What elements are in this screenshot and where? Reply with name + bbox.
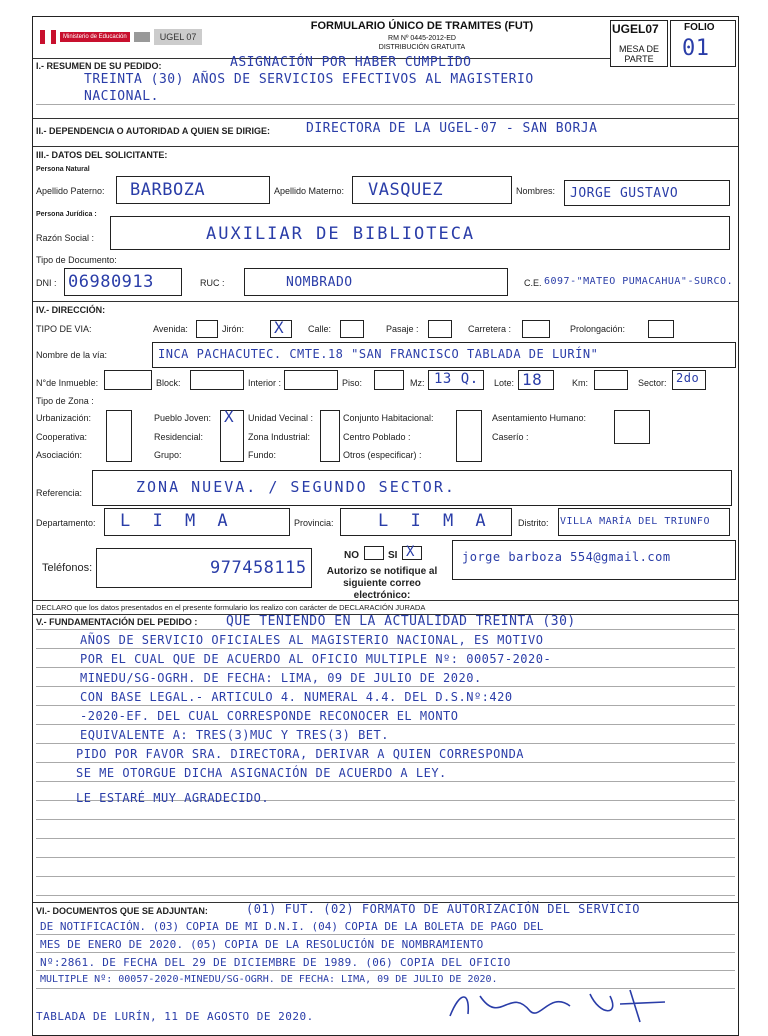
tipo-documento-label: Tipo de Documento: [36, 255, 117, 265]
fundamentacion-line-5: CON BASE LEGAL.- ARTICULO 4. NUMERAL 4.4. DEL D.S.Nº:420 [80, 690, 513, 704]
cooperativa-label: Cooperativa: [36, 432, 88, 442]
grey-logo [134, 32, 150, 42]
carretera-label: Carretera : [468, 324, 512, 334]
fundamentacion-line-2: AÑOS DE SERVICIO OFICIALES AL MAGISTERIO NACIONAL, ES MOTIVO [80, 633, 544, 647]
divider [36, 781, 735, 782]
documentos-line-5: MULTIPLE Nº: 00057-2020-MINEDU/SG-OGRH. DE FECHA: LIMA, 09 DE JULIO DE 2020. [40, 974, 498, 985]
no-label: NO [344, 550, 359, 561]
pueblo-joven-label: Pueblo Joven: [154, 413, 212, 423]
jiron-label: Jirón: [222, 324, 245, 334]
interior-field[interactable] [284, 370, 338, 390]
caserio-label: Caserío : [492, 432, 529, 442]
fundamentacion-line-4: MINEDU/SG-OGRH. DE FECHA: LIMA, 09 DE JULIO DE 2020. [80, 671, 482, 685]
rm-number: RM Nº 0445-2012-ED [388, 35, 456, 42]
nombres-label: Nombres: [516, 186, 556, 196]
razon-social-value: AUXILIAR DE BIBLIOTECA [206, 224, 476, 244]
section6-label: VI.- DOCUMENTOS QUE SE ADJUNTAN: [36, 906, 208, 916]
divider [33, 301, 738, 302]
pasaje-checkbox[interactable] [428, 320, 452, 338]
form-title: FORMULARIO ÚNICO DE TRAMITES (FUT) [310, 20, 534, 32]
documentos-line-3: MES DE ENERO DE 2020. (05) COPIA DE LA RESOLUCIÓN DE NOMBRAMIENTO [40, 938, 484, 951]
residencial-label: Residencial: [154, 432, 204, 442]
centro-poblado-label: Centro Poblado : [343, 432, 411, 442]
section2-label: II.- DEPENDENCIA O AUTORIDAD A QUIEN SE DIRIGE: [36, 126, 271, 136]
dni-label: DNI : [36, 278, 57, 288]
fundamentacion-line-3: POR EL CUAL QUE DE ACUERDO AL OFICIO MULTIPLE Nº: 00057-2020- [80, 652, 552, 666]
mz-label: Mz: [410, 378, 425, 388]
ruc-value: NOMBRADO [286, 275, 353, 290]
fundo-label: Fundo: [248, 450, 277, 460]
jiron-mark: X [274, 318, 285, 337]
si-mark: X [406, 544, 415, 560]
section4-label: IV.- DIRECCIÓN: [36, 305, 106, 315]
fundamentacion-line-8: PIDO POR FAVOR SRA. DIRECTORA, DERIVAR A QUIEN CORRESPONDA [76, 747, 525, 761]
block-label: Block: [156, 378, 181, 388]
fundamentacion-line-6: -2020-EF. DEL CUAL CORRESPONDE RECONOCER EL MONTO [80, 709, 459, 723]
nombre-via-value: INCA PACHACUTEC. CMTE.18 "SAN FRANCISCO TABLADA DE LURÍN" [158, 347, 599, 361]
fundamentacion-line-7: EQUIVALENTE A: TRES(3)MUC Y TRES(3) BET. [80, 728, 389, 742]
persona-juridica: Persona Jurídica : [36, 211, 97, 218]
ruc-field[interactable] [244, 268, 508, 296]
referencia-label: Referencia: [36, 488, 83, 498]
authority-value: DIRECTORA DE LA UGEL-07 - SAN BORJA [306, 121, 598, 136]
provincia-value: L I M A [378, 511, 492, 531]
divider [36, 629, 735, 630]
divider [36, 934, 735, 935]
departamento-label: Departamento: [36, 518, 96, 528]
conjunto-label: Conjunto Habitacional: [343, 413, 434, 423]
grupo-label: Grupo: [154, 450, 182, 460]
divider [36, 724, 735, 725]
avenida-checkbox[interactable] [196, 320, 218, 338]
otros-label: Otros (especificar) : [343, 450, 422, 460]
pasaje-label: Pasaje : [386, 324, 419, 334]
folio-value: 01 [682, 36, 710, 61]
persona-natural: Persona Natural [36, 166, 90, 173]
sector-value: 2do [676, 371, 700, 385]
pueblo-joven-mark: X [224, 407, 235, 426]
divider [36, 876, 735, 877]
zona-col5-checkboxes[interactable] [614, 410, 650, 444]
asentamiento-label: Asentamiento Humano: [492, 413, 587, 423]
zona-industrial-label: Zona Industrial: [248, 432, 311, 442]
unidad-vecinal-label: Unidad Vecinal : [248, 413, 314, 423]
sector-label: Sector: [638, 378, 667, 388]
departamento-value: L I M A [120, 511, 234, 531]
section1-label: I.- RESUMEN DE SU PEDIDO: [36, 61, 162, 71]
logo-bar [40, 26, 220, 48]
telefonos-label: Teléfonos: [42, 562, 93, 574]
avenida-label: Avenida: [153, 324, 188, 334]
calle-checkbox[interactable] [340, 320, 364, 338]
divider [33, 146, 738, 147]
zona-col1-checkboxes[interactable] [106, 410, 132, 462]
distribution-note: DISTRIBUCIÓN GRATUITA [378, 44, 466, 51]
summary-line-1: ASIGNACIÓN POR HABER CUMPLIDO [230, 55, 472, 70]
ministry-logo: Ministerio de Educación [60, 32, 130, 42]
tipo-via-label: TIPO DE VIA: [36, 324, 92, 334]
razon-social-label: Razón Social : [36, 233, 95, 243]
declaracion-jurada: DECLARO que los datos presentados en el presente formulario los realizo con carácter de DECLARACIÓN JURADA [36, 603, 426, 612]
ugel-logo: UGEL 07 [154, 29, 203, 45]
nombre-via-label: Nombre de la vía: [36, 350, 108, 360]
dni-value: 06980913 [68, 272, 154, 292]
documentos-line-2: DE NOTIFICACIÓN. (03) COPIA DE MI D.N.I. (04) COPIA DE LA BOLETA DE PAGO DEL [40, 920, 544, 933]
si-label: SI [388, 550, 398, 561]
distrito-value: VILLA MARÍA DEL TRIUNFO [560, 516, 710, 527]
telefono-value: 977458115 [210, 558, 307, 578]
prolongacion-label: Prolongación: [570, 324, 626, 334]
divider [36, 838, 735, 839]
mz-value: 13 Q. [434, 371, 479, 387]
asociacion-label: Asociación: [36, 450, 83, 460]
folio-label: FOLIO [684, 22, 715, 33]
fundamentacion-line-11: LE ESTARÉ MUY AGRADECIDO. [76, 791, 270, 805]
apellido-paterno-label: Apellido Paterno: [36, 186, 105, 196]
signature [440, 986, 670, 1024]
divider [36, 819, 735, 820]
apellido-materno-value: VASQUEZ [368, 180, 444, 200]
ce-label: C.E. [524, 278, 542, 288]
apellido-paterno-value: BARBOZA [130, 180, 206, 200]
fundamentacion-line-1: QUE TENIENDO EN LA ACTUALIDAD TREINTA (30) [226, 614, 576, 629]
zona-col3-checkboxes[interactable] [320, 410, 340, 462]
piso-label: Piso: [342, 378, 363, 388]
section3-label: III.- DATOS DEL SOLICITANTE: [36, 150, 168, 160]
divider [36, 667, 735, 668]
lote-value: 18 [522, 370, 543, 389]
km-field[interactable] [594, 370, 628, 390]
email-value: jorge barboza 554@gmail.com [462, 550, 671, 564]
lote-label: Lote: [494, 378, 515, 388]
piso-field[interactable] [374, 370, 404, 390]
peru-flag-icon [40, 30, 56, 44]
divider [36, 705, 735, 706]
ce-value: 6097-"MATEO PUMACAHUA"-SURCO. [544, 276, 734, 287]
place-date: TABLADA DE LURÍN, 11 DE AGOSTO DE 2020. [36, 1010, 314, 1023]
divider [36, 743, 735, 744]
calle-label: Calle: [308, 324, 332, 334]
summary-line-3: NACIONAL. [84, 89, 159, 104]
provincia-label: Provincia: [294, 518, 334, 528]
referencia-value: ZONA NUEVA. / SEGUNDO SECTOR. [136, 478, 456, 496]
divider [36, 104, 735, 105]
documentos-line-4: Nº:2861. DE FECHA DEL 29 DE DICIEMBRE DE 1989. (06) COPIA DEL OFICIO [40, 956, 511, 969]
no-checkbox[interactable] [364, 546, 384, 560]
mesa-parte: MESA DE PARTE [618, 44, 659, 64]
divider [36, 648, 735, 649]
carretera-checkbox[interactable] [522, 320, 550, 338]
ugel-code: UGEL07 [612, 22, 659, 36]
km-label: Km: [572, 378, 589, 388]
autorizo-label: Autorizo se notifique al siguiente correo electrónico: [326, 566, 438, 601]
fundamentacion-line-9: SE ME OTORGUE DICHA ASIGNACIÓN DE ACUERDO A LEY. [76, 766, 447, 780]
prolongacion-checkbox[interactable] [648, 320, 674, 338]
zona-col4-checkboxes[interactable] [456, 410, 482, 462]
divider [36, 970, 735, 971]
divider [36, 952, 735, 953]
interior-label: Interior : [248, 378, 282, 388]
documentos-line-1: (01) FUT. (02) FORMATO DE AUTORIZACIÓN DEL SERVICIO [246, 902, 640, 916]
tipo-zona-label: Tipo de Zona : [36, 396, 94, 406]
ruc-label: RUC : [200, 278, 225, 288]
block-field[interactable] [190, 370, 244, 390]
distrito-label: Distrito: [518, 518, 549, 528]
divider [36, 857, 735, 858]
summary-line-2: TREINTA (30) AÑOS DE SERVICIOS EFECTIVOS AL MAGISTERIO [84, 72, 534, 87]
divider [33, 600, 738, 601]
divider [33, 118, 738, 119]
section5-label: V.- FUNDAMENTACIÓN DEL PEDIDO : [36, 617, 198, 627]
inmueble-field[interactable] [104, 370, 152, 390]
nombres-value: JORGE GUSTAVO [570, 186, 679, 201]
divider [36, 686, 735, 687]
urbanizacion-label: Urbanización: [36, 413, 92, 423]
divider [36, 762, 735, 763]
apellido-materno-label: Apellido Materno: [274, 186, 345, 196]
inmueble-label: N°de Inmueble: [36, 378, 99, 388]
divider [36, 895, 735, 896]
